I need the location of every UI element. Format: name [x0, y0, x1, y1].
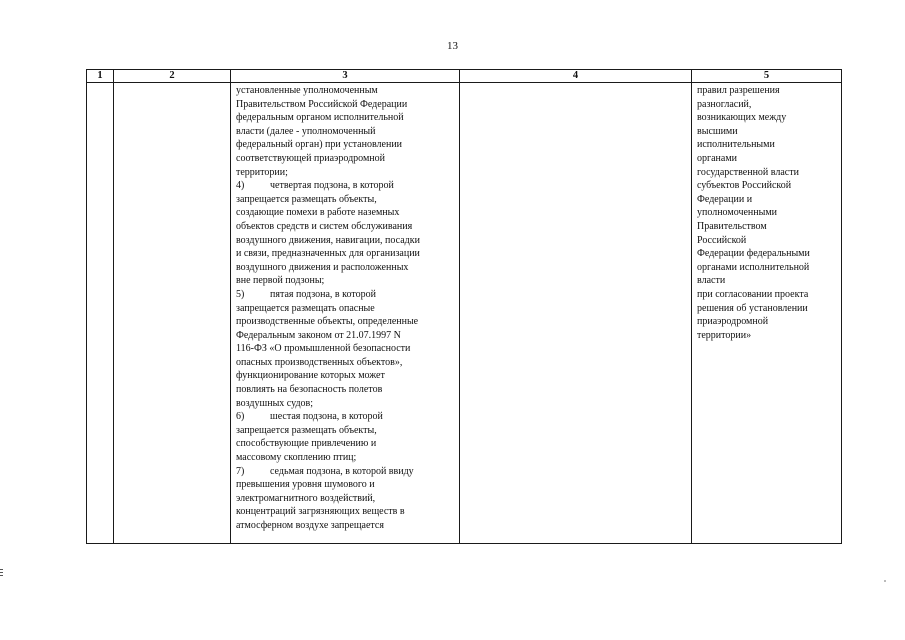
line-text: четвертая подзона, в которой: [270, 180, 394, 192]
item-number: 4): [236, 180, 245, 192]
text-line: [236, 315, 456, 329]
cell-column-5: [692, 83, 842, 544]
text-line: [236, 369, 456, 383]
text-line: [236, 356, 456, 370]
cell-column-3: [231, 83, 460, 544]
item-number: 7): [236, 465, 245, 477]
text-line: [236, 234, 456, 248]
line-text: превышения уровня шумового и: [236, 479, 375, 491]
text-line: [236, 206, 456, 220]
text-line: [236, 492, 456, 506]
line-text: соответствующей приаэродромной: [236, 152, 385, 164]
line-text: воздушного движения, навигации, посадки: [236, 234, 420, 246]
line-text: власти (далее - уполномоченный: [236, 125, 376, 137]
text-line: возникающих между: [697, 112, 787, 124]
line-text: и связи, предназначенных для организации: [236, 248, 420, 260]
line-text: воздушных судов;: [236, 397, 314, 409]
line-text: способствующие привлечению и: [236, 438, 377, 450]
scan-speck: [884, 580, 886, 582]
text-line: [236, 505, 456, 519]
line-text: атмосферном воздухе запрещается: [236, 520, 384, 531]
text-line: [236, 98, 456, 112]
text-line: при согласовании проекта: [697, 288, 809, 300]
text-line: [236, 220, 456, 234]
text-line: Правительством: [697, 220, 767, 232]
line-text: 116-ФЗ «О промышленной безопасности: [236, 343, 411, 355]
text-line: уполномоченными: [697, 207, 778, 219]
text-line: [236, 451, 456, 465]
cell-column-4: [460, 83, 692, 544]
text-line: [236, 84, 456, 98]
text-line: Федерации и: [697, 193, 753, 205]
line-text: пятая подзона, в которой: [270, 288, 376, 300]
table-header-row: [87, 70, 842, 83]
text-line: [236, 274, 456, 288]
line-text: Правительством Российской Федерации: [236, 98, 408, 110]
scan-margin-mark: [0, 569, 3, 583]
line-text: седьмая подзона, в которой ввиду: [270, 465, 414, 477]
cell-column-1: [87, 83, 114, 544]
line-text: федеральный орган) при установлении: [236, 139, 403, 151]
list-item-start: [236, 288, 456, 302]
text-line: [236, 424, 456, 438]
page-number: 13: [447, 40, 458, 52]
text-line: субъектов Российской: [697, 180, 792, 192]
item-number: 6): [236, 411, 245, 423]
text-line: власти: [697, 275, 726, 287]
text-line: [236, 329, 456, 343]
text-line: [236, 342, 456, 356]
column-header-3: 3: [231, 70, 460, 83]
text-line: приаэродромной: [697, 316, 769, 328]
column-header-5: 5: [692, 70, 842, 83]
text-line: [236, 437, 456, 451]
line-text: территории;: [236, 166, 288, 178]
text-line: [236, 383, 456, 397]
text-line: [236, 519, 456, 533]
column-header-2: 2: [114, 70, 231, 83]
text-line: [236, 125, 456, 139]
line-text: концентраций загрязняющих веществ в: [236, 506, 405, 518]
line-text: запрещается размещать объекты,: [236, 193, 377, 205]
line-text: воздушного движения и расположенных: [236, 261, 409, 273]
line-text: объектов средств и систем обслуживания: [236, 220, 413, 232]
line-text: установленные уполномоченным: [236, 85, 378, 96]
item-number: 5): [236, 288, 245, 300]
text-line: [236, 478, 456, 492]
line-text: создающие помехи в работе наземных: [236, 207, 400, 219]
line-text: федеральным органом исполнительной: [236, 112, 404, 124]
text-line: [236, 193, 456, 207]
text-line: государственной власти: [697, 166, 799, 178]
text-line: [236, 247, 456, 261]
list-item-start: [236, 179, 456, 193]
text-line: [236, 261, 456, 275]
line-text: повлиять на безопасность полетов: [236, 384, 383, 396]
line-text: опасных производственных объектов»,: [236, 356, 403, 368]
line-text: вне первой подзоны;: [236, 275, 325, 287]
text-line: [236, 302, 456, 316]
line-text: запрещается размещать опасные: [236, 302, 375, 314]
text-line: [236, 138, 456, 152]
text-line: высшими: [697, 125, 738, 137]
line-text: шестая подзона, в которой: [270, 411, 383, 423]
text-line: [236, 166, 456, 180]
column-header-1: 1: [87, 70, 114, 83]
cell-column-2: [114, 83, 231, 544]
line-text: производственные объекты, определенные: [236, 316, 419, 328]
text-line: разногласий,: [697, 98, 752, 110]
list-item-start: [236, 410, 456, 424]
text-line: [236, 111, 456, 125]
text-line: [236, 152, 456, 166]
document-table: [86, 69, 842, 544]
text-line: [236, 397, 456, 411]
text-line: Российской: [697, 234, 747, 246]
line-text: Федеральным законом от 21.07.1997 N: [236, 329, 401, 341]
line-text: электромагнитного воздействий,: [236, 492, 376, 504]
line-text: запрещается размещать объекты,: [236, 424, 377, 436]
list-item-start: [236, 465, 456, 479]
text-line: территории»: [697, 329, 752, 341]
text-line: исполнительными: [697, 139, 775, 151]
line-text: функционирование которых может: [236, 370, 385, 382]
text-line: правил разрешения: [697, 85, 780, 96]
table-row: [87, 83, 842, 544]
line-text: массовому скоплению птиц;: [236, 452, 357, 464]
text-line: Федерации федеральными: [697, 248, 810, 260]
column-header-4: 4: [460, 70, 692, 83]
text-line: решения об установлении: [697, 302, 808, 314]
text-line: органами исполнительной: [697, 261, 810, 273]
text-line: органами: [697, 152, 738, 164]
